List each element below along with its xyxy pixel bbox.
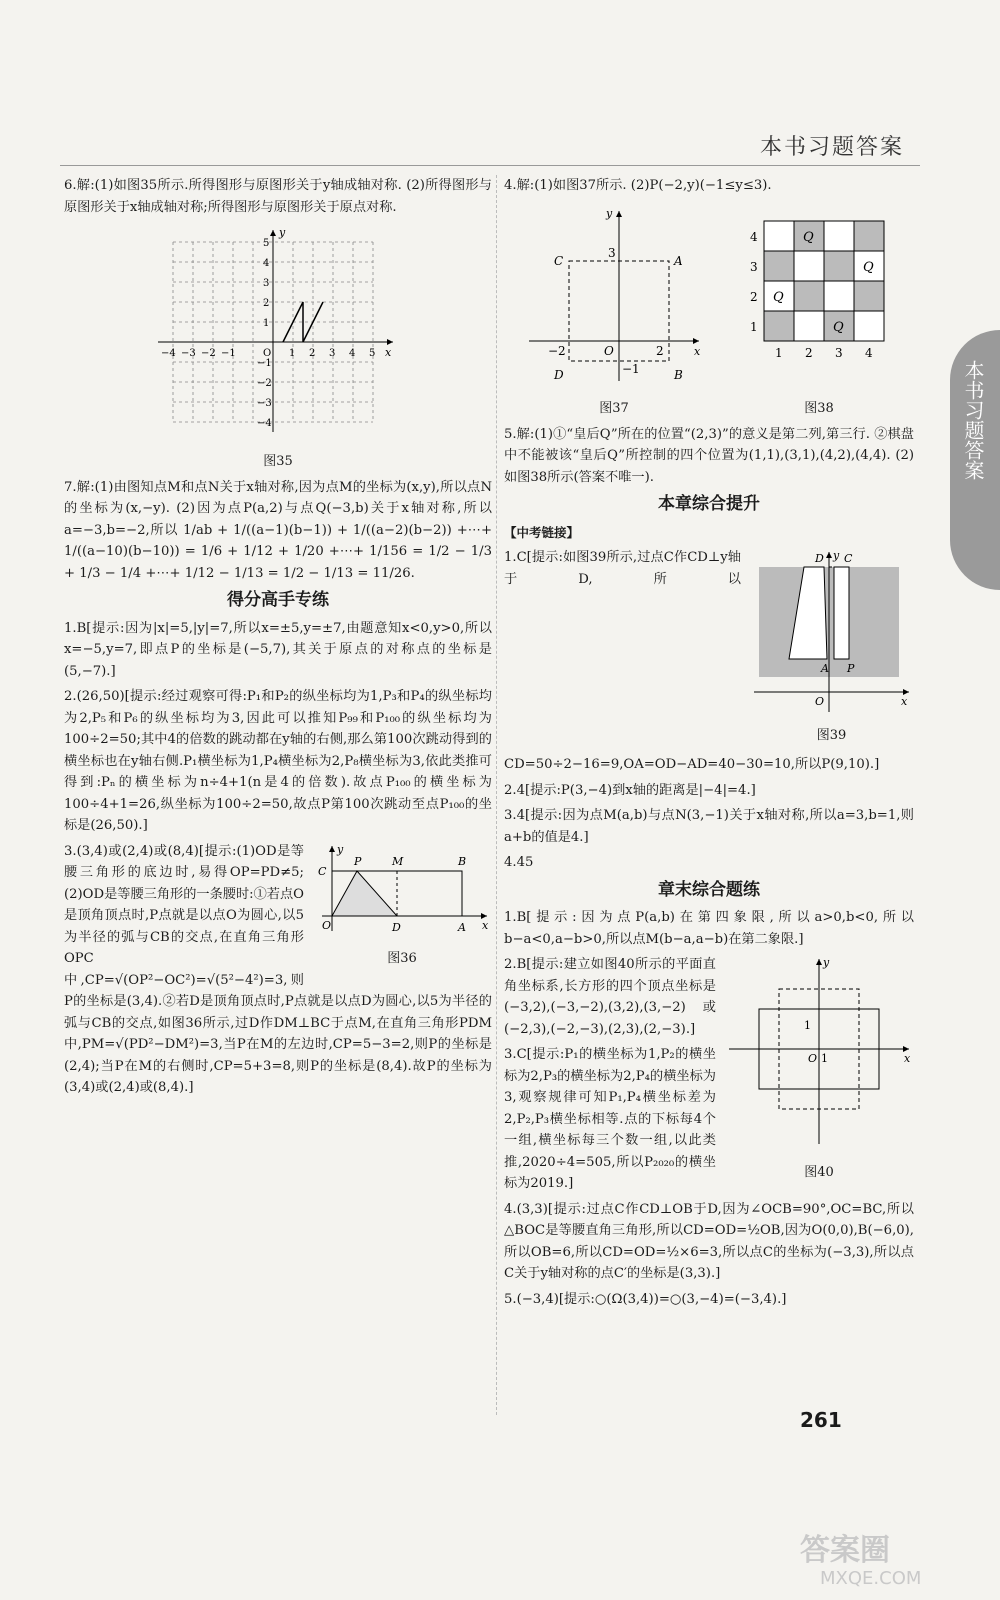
figure-37-caption: 图37 bbox=[599, 401, 629, 416]
exam-link-2: 2.4[提示:P(3,−4)到x轴的距离是|−4|=4.] bbox=[504, 782, 756, 798]
exercise-1: 1.B[提示:因为点P(a,b)在第四象限,所以a>0,b<0,所以b−a<0,a−b>0,所以点M(b−a,a−b)在第二象限.] bbox=[504, 910, 914, 947]
exercise-3: 3.C[提示:P₁的横坐标为1,P₂的横坐标为2,P₃的横坐标为2,P₄的横坐标为3,观察规律可知P₁,P₄横坐标差为2,P₂,P₃横坐标相等.点的下标每4个一组,横坐标每三个数一组,以此类推,2020÷4=505,所以P₂₀₂₀的横坐标为2019.] bbox=[504, 1047, 716, 1191]
answer-7: 7.解:(1)由图知点M和点N关于x轴对称,因为点M的坐标为(x,y),所以点N的坐标为(x,−y). (2)因为点P(a,2)与点Q(−3,b)关于x轴对称,所以a=−3,b=−2,所以 1/ab + 1/((a−1)(b−1)) + 1/((a−2)(b−2)) +⋯+ 1/((a−10)(b−10)) = 1/6 + 1/12 + 1/20 +⋯+ 1/156 = 1/2 − 1/3 + 1/3 − 1/4 +⋯+ 1/12 − 1/13 = 1/2 − 1/13 = 11/26. bbox=[64, 479, 492, 581]
svg-text:y: y bbox=[337, 842, 344, 856]
figure-35-caption: 图35 bbox=[263, 454, 293, 469]
column-divider bbox=[496, 175, 497, 1415]
figure-40-caption: 图40 bbox=[804, 1164, 834, 1180]
svg-text:x: x bbox=[482, 918, 489, 932]
svg-text:4: 4 bbox=[349, 348, 356, 359]
svg-text:−4: −4 bbox=[257, 418, 272, 429]
side-tab-label: 本书习题答案 bbox=[961, 360, 985, 480]
left-column bbox=[64, 175, 492, 1103]
svg-text:−1: −1 bbox=[257, 358, 272, 369]
svg-text:D: D bbox=[815, 552, 824, 565]
svg-text:1: 1 bbox=[804, 1019, 811, 1032]
svg-text:−1: −1 bbox=[221, 348, 236, 359]
svg-text:2: 2 bbox=[263, 298, 270, 309]
svg-text:1: 1 bbox=[289, 348, 296, 359]
svg-text:1: 1 bbox=[775, 345, 783, 360]
figure-36-caption: 图36 bbox=[387, 951, 417, 966]
svg-text:C: C bbox=[554, 253, 564, 268]
figure-38-wrapper bbox=[744, 201, 894, 424]
exam-link-4: 4.45 bbox=[504, 855, 534, 870]
svg-text:3: 3 bbox=[835, 345, 843, 360]
figures-37-38 bbox=[504, 201, 914, 424]
practice-2: 2.(26,50)[提示:经过观察可得:P₁和P₂的纵坐标均为1,P₃和P₄的纵坐标均为2,P₅和P₆的纵坐标均为3,因此可以推知P₉₉和P₁₀₀的纵坐标均为100÷2=50;其中4的倍数的跳动都在y轴的右侧,那么第100次跳动得到的横坐标也在y轴右侧.P₁横坐标为1,P₄横坐标为2,P₈横坐标为3,依此类推可得到:Pₙ的横坐标为n÷4+1(n是4的倍数).故点P₁₀₀的横坐标为100÷4+1=26,纵坐标为100÷2=50,故点P第100次跳动至点P₁₀₀的坐标是(26,50).] bbox=[64, 689, 492, 833]
answer-6: 6.解:(1)如图35所示.所得图形与原图形关于y轴成轴对称. (2)所得图形与原图形关于x轴成轴对称;所得图形与原图形关于原点对称. bbox=[64, 178, 492, 215]
right-column bbox=[504, 175, 914, 1314]
svg-text:x: x bbox=[901, 695, 908, 708]
page-number: 261 bbox=[800, 1408, 842, 1432]
svg-text:A: A bbox=[458, 920, 466, 934]
svg-text:3: 3 bbox=[329, 348, 336, 359]
svg-text:1: 1 bbox=[263, 318, 270, 329]
section-title-practice: 得分高手专练 bbox=[227, 590, 329, 610]
svg-text:y: y bbox=[823, 956, 830, 969]
svg-text:3: 3 bbox=[750, 259, 758, 274]
figure-38 bbox=[744, 201, 894, 391]
svg-text:2: 2 bbox=[805, 345, 813, 360]
answer-5: 5.解:(1)①“皇后Q”所在的位置“(2,3)”的意义是第二列,第三行. ②棋盘中不能被该“皇后Q”所控制的四个位置为(1,1),(3,1),(4,2),(4,4). (2)如图38所示(答案不唯一). bbox=[504, 426, 914, 485]
svg-text:1: 1 bbox=[750, 319, 758, 334]
queen-marker: Q bbox=[833, 319, 844, 335]
exercise-4: 4.(3,3)[提示:过点C作CD⊥OB于D,因为∠OCB=90°,OC=BC,所以△BOC是等腰直角三角形,所以CD=OD=½OB,因为O(0,0),B(−6,0),所以OB=6,所以CD=OD=½×6=3,所以点C的坐标为(−3,3),所以点C关于y轴对称的点C′的坐标是(3,3).] bbox=[504, 1201, 914, 1281]
practice-3: 3.(3,4)或(2,4)或(8,4)[提示:(1)OD是等腰三角形的底边时,易得OP=PD≠5;(2)OD是等腰三角形的一条腰时:①若点O是顶角顶点时,P点就是以点O为圆心,以5为半径的弧与CB的交点,在直角三角形OPC中,CP=√(OP²−OC²)=√(5²−4²)=3,则P的坐标是(3,4).②若D是顶角顶点时,P点就是以点D为圆心,以5为半径的弧与CB的交点,如图36所示,过D作DM⊥BC于点M,在直角三角形PDM中,PM=√(PD²−DM²)=3,当P在M的左边时,CP=5−3=2,则P的坐标是(2,4);当P在M的右侧时,CP=5+3=8,则P的坐标是(8,4).故P的坐标为(3,4)或(2,4)或(8,4).] bbox=[64, 843, 492, 1095]
figure-37 bbox=[524, 201, 704, 391]
practice-1: 1.B[提示:因为|x|=5,|y|=7,所以x=±5,y=±7,由题意知x<0,y>0,所以x=−5,y=7,即点P的坐标是(−5,7),其关于原点的对称点的坐标是(5,−7).] bbox=[64, 620, 492, 679]
svg-text:P: P bbox=[847, 662, 855, 675]
svg-text:B: B bbox=[674, 367, 683, 382]
watermark-url: MXQE.COM bbox=[820, 1568, 922, 1589]
svg-text:−2: −2 bbox=[257, 378, 272, 389]
svg-text:4: 4 bbox=[865, 345, 873, 360]
svg-text:−2: −2 bbox=[548, 343, 566, 358]
svg-text:2: 2 bbox=[309, 348, 316, 359]
queen-marker: Q bbox=[863, 259, 874, 275]
svg-text:1: 1 bbox=[821, 1052, 828, 1065]
exam-link-1: 1.C[提示:如图39所示,过点C作CD⊥y轴于D,所以CD=50÷2−16=9,OA=OD−AD=40−30=10,所以P(9,10).] bbox=[504, 550, 880, 772]
section-title-chapter-exercises: 章末综合题练 bbox=[658, 879, 760, 900]
svg-text:y: y bbox=[279, 226, 286, 239]
figure-39-wrapper bbox=[749, 547, 914, 750]
svg-text:−4: −4 bbox=[161, 348, 176, 359]
svg-text:−3: −3 bbox=[257, 398, 272, 409]
svg-text:C: C bbox=[318, 864, 327, 878]
figure-36-wrapper bbox=[312, 841, 492, 974]
svg-text:2: 2 bbox=[656, 343, 664, 358]
svg-text:O: O bbox=[263, 348, 272, 359]
svg-text:5: 5 bbox=[369, 348, 376, 359]
svg-text:D: D bbox=[392, 920, 401, 934]
exam-link-3: 3.4[提示:因为点M(a,b)与点N(3,−1)关于x轴对称,所以a=3,b=1,则a+b的值是4.] bbox=[504, 808, 914, 845]
svg-text:x: x bbox=[904, 1052, 911, 1065]
svg-text:y: y bbox=[606, 206, 613, 220]
svg-text:C: C bbox=[844, 552, 853, 565]
figure-39-caption: 图39 bbox=[816, 727, 847, 743]
figure-40-wrapper bbox=[724, 954, 914, 1187]
svg-text:−2: −2 bbox=[201, 348, 216, 359]
svg-text:4: 4 bbox=[750, 229, 758, 244]
exercise-5: 5.(−3,4)[提示:○(Ω(3,4))=○(3,−4)=(−3,4).] bbox=[504, 1291, 787, 1307]
figure-40 bbox=[724, 954, 914, 1154]
svg-text:y: y bbox=[833, 549, 840, 562]
svg-text:A: A bbox=[821, 662, 829, 675]
svg-text:D: D bbox=[554, 367, 564, 382]
figure-37-wrapper bbox=[524, 201, 704, 424]
svg-text:−3: −3 bbox=[181, 348, 196, 359]
svg-text:x: x bbox=[385, 346, 392, 359]
svg-text:B: B bbox=[458, 854, 467, 868]
answer-4: 4.解:(1)如图37所示. (2)P(−2,y)(−1≤y≤3). bbox=[504, 178, 772, 193]
svg-text:O: O bbox=[815, 695, 825, 708]
svg-text:5: 5 bbox=[263, 238, 270, 249]
svg-text:2: 2 bbox=[750, 289, 758, 304]
figure-36 bbox=[312, 841, 492, 941]
svg-text:3: 3 bbox=[608, 245, 616, 260]
figure-35 bbox=[153, 222, 403, 447]
svg-text:O: O bbox=[808, 1052, 818, 1065]
figure-38-caption: 图38 bbox=[804, 401, 834, 416]
svg-text:A: A bbox=[674, 253, 683, 268]
svg-text:x: x bbox=[694, 344, 701, 358]
svg-text:M: M bbox=[392, 854, 404, 868]
exercise-2: 2.B[提示:建立如图40所示的平面直角坐标系,长方形的四个顶点坐标是(−3,2),(−3,−2),(3,2),(3,−2)或(−2,3),(−2,−3),(2,3),(2,−3).] bbox=[504, 957, 716, 1037]
watermark-logo: 答案圈 bbox=[800, 1533, 890, 1568]
header-rule bbox=[60, 165, 920, 166]
queen-marker: Q bbox=[803, 229, 814, 245]
svg-text:−1: −1 bbox=[622, 361, 640, 376]
section-title-chapter-review: 本章综合提升 bbox=[658, 494, 760, 514]
figure-39 bbox=[749, 547, 914, 717]
svg-text:P: P bbox=[354, 854, 362, 868]
svg-text:4: 4 bbox=[263, 258, 270, 269]
svg-text:O: O bbox=[322, 918, 332, 932]
exam-link-tag: 【中考链接】 bbox=[504, 524, 580, 540]
queen-marker: Q bbox=[773, 289, 784, 305]
svg-text:3: 3 bbox=[263, 278, 270, 289]
page-header-title: 本书习题答案 bbox=[760, 135, 905, 160]
svg-text:O: O bbox=[604, 343, 614, 358]
